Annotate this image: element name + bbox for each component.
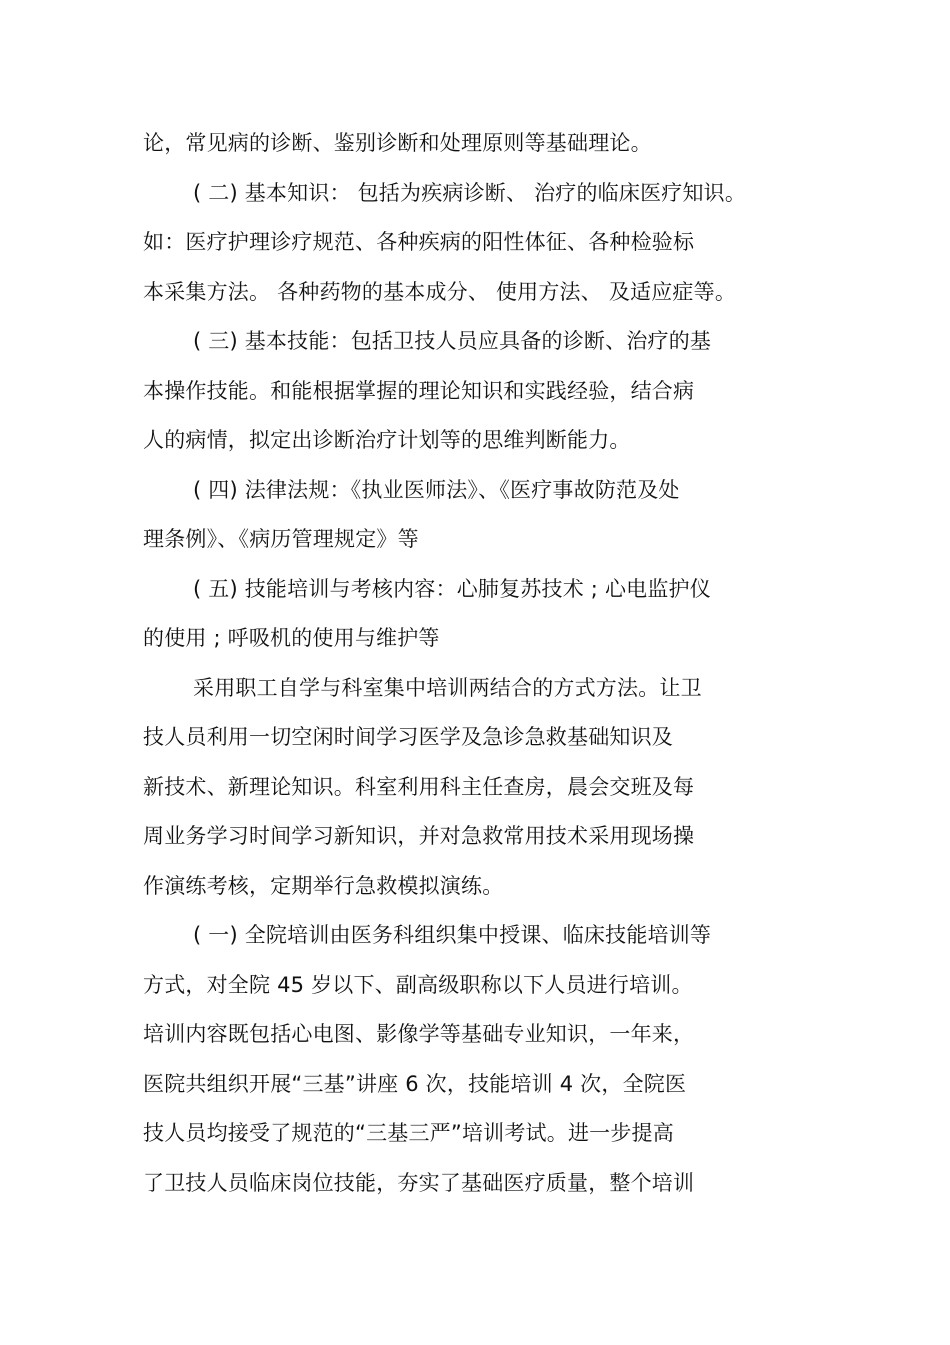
- text-line-13: 技人员利用一切空闲时间学习医学及急诊急救基础知识及: [143, 725, 673, 749]
- text-line-21: 技人员均接受了规范的“三基三严”培训考试。进一步提高: [143, 1121, 674, 1145]
- text-line-19: 培训内容既包括心电图、影像学等基础专业知识，一年来，: [143, 1022, 695, 1046]
- text-line-4: 本采集方法。 各种药物的基本成分、 使用方法、 及适应症等。: [143, 280, 737, 304]
- text-line-18: 方式，对全院 45 岁以下、副高级职称以下人员进行培训。: [143, 973, 693, 997]
- text-line-20: 医院共组织开展“三基”讲座 6 次，技能培训 4 次，全院医: [143, 1072, 687, 1096]
- text-line-15: 周业务学习时间学习新知识，并对急救常用技术采用现场操: [143, 824, 695, 848]
- text-line-8: ( 四) 法律法规：《执业医师法》、《医疗事故防范及处: [193, 478, 680, 502]
- text-line-22: 了卫技人员临床岗位技能，夯实了基础医疗质量，整个培训: [143, 1171, 695, 1195]
- text-line-2: ( 二) 基本知识： 包括为疾病诊断、 治疗的临床医疗知识。: [193, 181, 747, 205]
- text-line-7: 人的病情，拟定出诊断治疗计划等的思维判断能力。: [143, 428, 631, 452]
- text-line-6: 本操作技能。和能根据掌握的理论知识和实践经验，结合病: [143, 379, 695, 403]
- text-line-12: 采用职工自学与科室集中培训两结合的方式方法。让卫: [193, 676, 702, 700]
- text-line-5: ( 三) 基本技能：包括卫技人员应具备的诊断、治疗的基: [193, 329, 712, 353]
- text-line-17: ( 一) 全院培训由医务科组织集中授课、临床技能培训等: [193, 923, 712, 947]
- text-line-1: 论，常见病的诊断、鉴别诊断和处理原则等基础理论。: [143, 131, 652, 155]
- text-line-10: ( 五) 技能培训与考核内容：心肺复苏技术 ; 心电监护仪: [193, 577, 711, 601]
- text-line-14: 新技术、新理论知识。科室利用科主任查房，晨会交班及每: [143, 775, 695, 799]
- text-line-11: 的使用 ; 呼吸机的使用与维护等: [143, 626, 440, 650]
- text-line-9: 理条例》、《病历管理规定》等: [143, 527, 419, 551]
- text-line-3: 如：医疗护理诊疗规范、各种疾病的阳性体征、各种检验标: [143, 230, 695, 254]
- text-line-16: 作演练考核，定期举行急救模拟演练。: [143, 874, 504, 898]
